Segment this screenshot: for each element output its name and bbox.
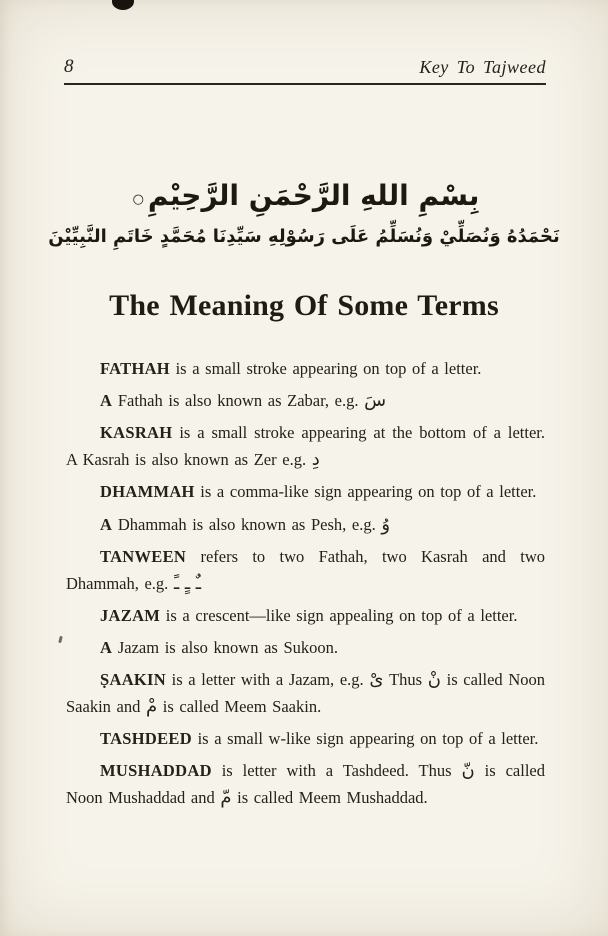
definition-text: Jazam is also known as Sukoon. <box>112 637 338 657</box>
definition-text: is a small stroke appearing on top of a letter. <box>169 359 482 378</box>
definition-paragraph <box>66 726 545 753</box>
definition-paragraph <box>66 356 545 383</box>
definition-paragraph <box>66 544 545 597</box>
definition-text: is a crescent—like sign appealing on top of a letter. <box>160 605 518 625</box>
term-label: TANWEEN <box>100 546 187 566</box>
term-label: FATHAH <box>100 359 170 378</box>
definition-paragraph <box>66 603 545 630</box>
content <box>66 356 545 812</box>
page-number: 8 <box>64 56 74 77</box>
verse-end-mark: ○ <box>132 192 144 207</box>
arabic-example: ـٌ <box>195 572 202 594</box>
arabic-invocation <box>0 179 608 247</box>
page-title: The Meaning Of Some Terms <box>109 289 499 322</box>
scan-speck <box>112 0 134 10</box>
running-title: Key To Tajweed <box>419 57 546 77</box>
arabic-example: دِ <box>311 449 320 471</box>
definition-paragraph <box>66 479 545 506</box>
bismillah-calligraphy <box>0 179 608 212</box>
definition-text: Dhammah is also known as Pesh, e.g. وُ <box>112 513 391 535</box>
term-label: A <box>100 637 113 657</box>
definition-text: is a comma-like sign appearing on top of a letter. <box>194 482 537 502</box>
definition-paragraph <box>66 420 545 473</box>
definition-text: refers to two Fathah, two Kasrah and two Dhammah, e.g. ـٌ ـٍ ـً <box>66 546 545 594</box>
definition-paragraph <box>66 512 545 539</box>
term-label: TASHDEED <box>100 729 192 749</box>
definition-text: is a small stroke appearing at the bottom of a letter. A Kasrah is also known as Zer e.g. دِ <box>66 423 545 471</box>
arabic-example: وُ <box>381 513 391 535</box>
definition-text: is a letter with a Jazam, e.g. ىْ Thus نْ is called Noon Saakin and مْ is called Meem Saakin. <box>66 669 546 717</box>
term-label: JAZAM <box>100 605 161 625</box>
arabic-example: ـٍ <box>184 572 191 594</box>
term-label: KASRAH <box>100 423 173 443</box>
arabic-example: مْ <box>145 695 158 717</box>
arabic-example: نْ <box>427 669 441 691</box>
arabic-example: سَ <box>364 390 387 412</box>
bismillah-text: بِسْمِ اللهِ الرَّحْمَنِ الرَّحِيْمِ <box>147 179 480 212</box>
definition-text: is a small w-like sign appearing on top of a letter. <box>191 729 539 749</box>
arabic-example: مّ <box>220 787 232 809</box>
salutation-text: نَحْمَدُهُ وَنُصَلِّيْ وَنُسَلِّمُ عَلَى رَسُوْلِهِ سَيِّدِنَا مُحَمَّدٍ خَاتَمِ النَّبِيِّيْنَ <box>48 226 560 247</box>
definition-paragraph <box>66 635 545 662</box>
arabic-example: ـً <box>173 572 180 594</box>
scan-speck <box>58 636 63 644</box>
term-label: ṢAAKIN <box>100 670 166 690</box>
term-label: A <box>100 391 113 411</box>
page-header <box>64 56 546 85</box>
term-label: DHAMMAH <box>100 482 195 502</box>
definition-text: Fathah is also known as Zabar, e.g. سَ <box>112 390 387 412</box>
definition-paragraph <box>66 667 545 720</box>
definition-paragraph <box>66 758 545 811</box>
definition-paragraph <box>66 388 545 415</box>
arabic-example: ىْ <box>369 669 384 691</box>
term-label: MUSHADDAD <box>100 761 212 781</box>
term-label: A <box>100 514 113 534</box>
arabic-example: نّ <box>461 760 475 782</box>
definition-text: is letter with a Tashdeed. Thus نّ is called Noon Mushaddad and مّ is called Meem Mushaddad. <box>66 760 545 809</box>
